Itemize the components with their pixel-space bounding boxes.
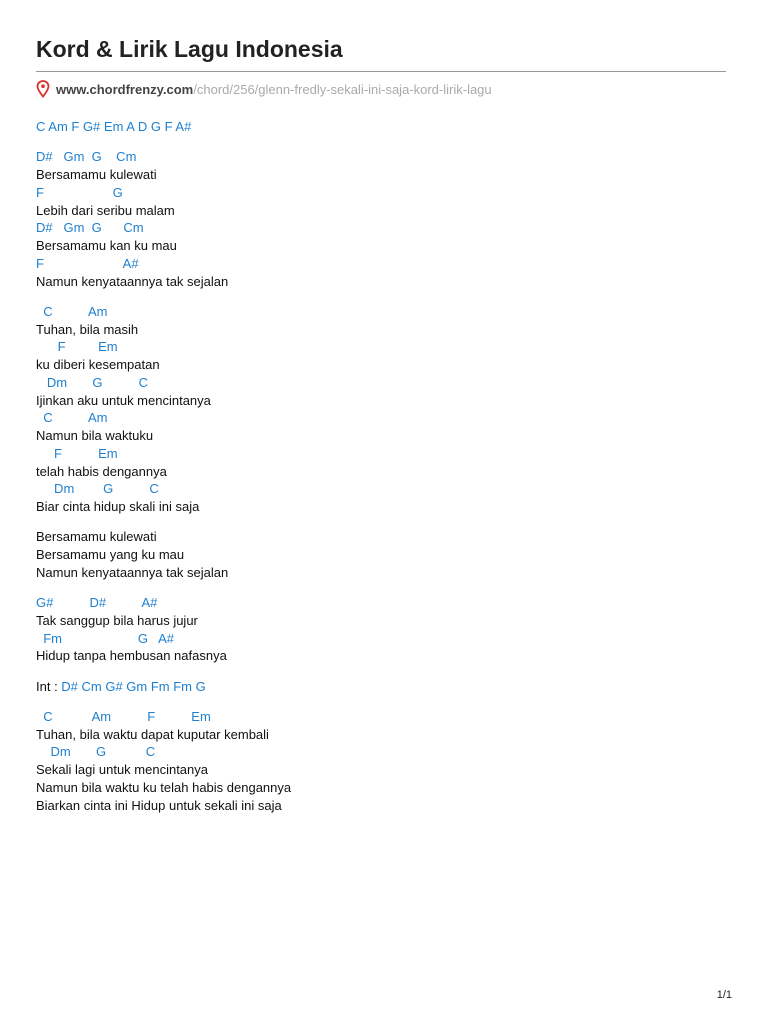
chord-line: C Am (36, 303, 108, 319)
lyric-line: Biar cinta hidup skali ini saja (36, 499, 200, 514)
chord-line: F G (36, 184, 123, 200)
chord-line: D# Gm G Cm (36, 220, 144, 236)
lyric-line: Namun bila waktu ku telah habis dengannya (36, 779, 292, 795)
lyric-line: Bersamamu yang ku mau (36, 547, 185, 562)
lyric-line: Namun kenyataannya tak sejalan (36, 273, 229, 289)
chord-line: C Am F Em (36, 708, 211, 724)
lyric-line: Namun bila waktuku (36, 428, 154, 443)
stanza-gap (36, 665, 291, 678)
map-pin-icon (36, 80, 50, 98)
chord-line: F A# (36, 255, 139, 271)
chord-line: G# D# A# (36, 595, 158, 610)
chord-line: C Am F G# Em A D G F A# (36, 119, 192, 134)
lyric-line: Lebih dari seribu malam (36, 202, 175, 218)
header-divider (36, 71, 726, 72)
source-domain-link[interactable]: www.chordfrenzy.com (56, 81, 194, 97)
source-path: /chord/256/glenn-fredly-sekali-ini-saja-kord-lirik-lagu (193, 81, 492, 97)
lyric-line: Bersamamu kulewati (36, 529, 157, 545)
lyric-line: ku diberi kesempatan (36, 357, 160, 372)
source-line (36, 80, 492, 98)
lyric-line: Tak sanggup bila harus jujur (36, 612, 198, 628)
chord-line: D# Gm G Cm (36, 149, 137, 165)
chord-line: Dm G C (36, 481, 159, 497)
stanza-gap (36, 136, 291, 149)
lyric-line: Bersamamu kan ku mau (36, 238, 177, 253)
chord-line: F Em (36, 339, 118, 355)
chord-line: Dm G C (36, 744, 156, 760)
lyric-line: Sekali lagi untuk mencintanya (36, 762, 208, 777)
chord-sheet (36, 118, 291, 814)
lyric-line: telah habis dengannya (36, 463, 167, 479)
chord-line: F Em (36, 445, 118, 461)
chord-line: C Am (36, 410, 108, 426)
chord-line: Fm G A# (36, 630, 174, 646)
chord-line: Dm G C (36, 374, 148, 390)
page-number: 1/1 (716, 989, 732, 1001)
lyric-line: Biarkan cinta ini Hidup untuk sekali ini saja (36, 797, 282, 813)
intro-line (36, 678, 291, 696)
lyric-line: Namun kenyataannya tak sejalan (36, 564, 229, 580)
lyric-line: Hidup tanpa hembusan nafasnya (36, 648, 227, 664)
page-title: Kord & Lirik Lagu Indonesia (36, 36, 343, 62)
stanza-gap (36, 695, 291, 708)
intro-chords: D# Cm G# Gm Fm Fm G (61, 678, 206, 694)
stanza-gap (36, 290, 291, 303)
lyric-line: Tuhan, bila waktu dapat kuputar kembali (36, 726, 269, 742)
lyric-line: Tuhan, bila masih (36, 321, 139, 337)
intro-label: Int : (36, 678, 62, 694)
lyric-line: Ijinkan aku untuk mencintanya (36, 392, 211, 408)
stanza-gap (36, 582, 291, 595)
stanza-gap (36, 516, 291, 529)
lyric-line: Bersamamu kulewati (36, 167, 157, 182)
